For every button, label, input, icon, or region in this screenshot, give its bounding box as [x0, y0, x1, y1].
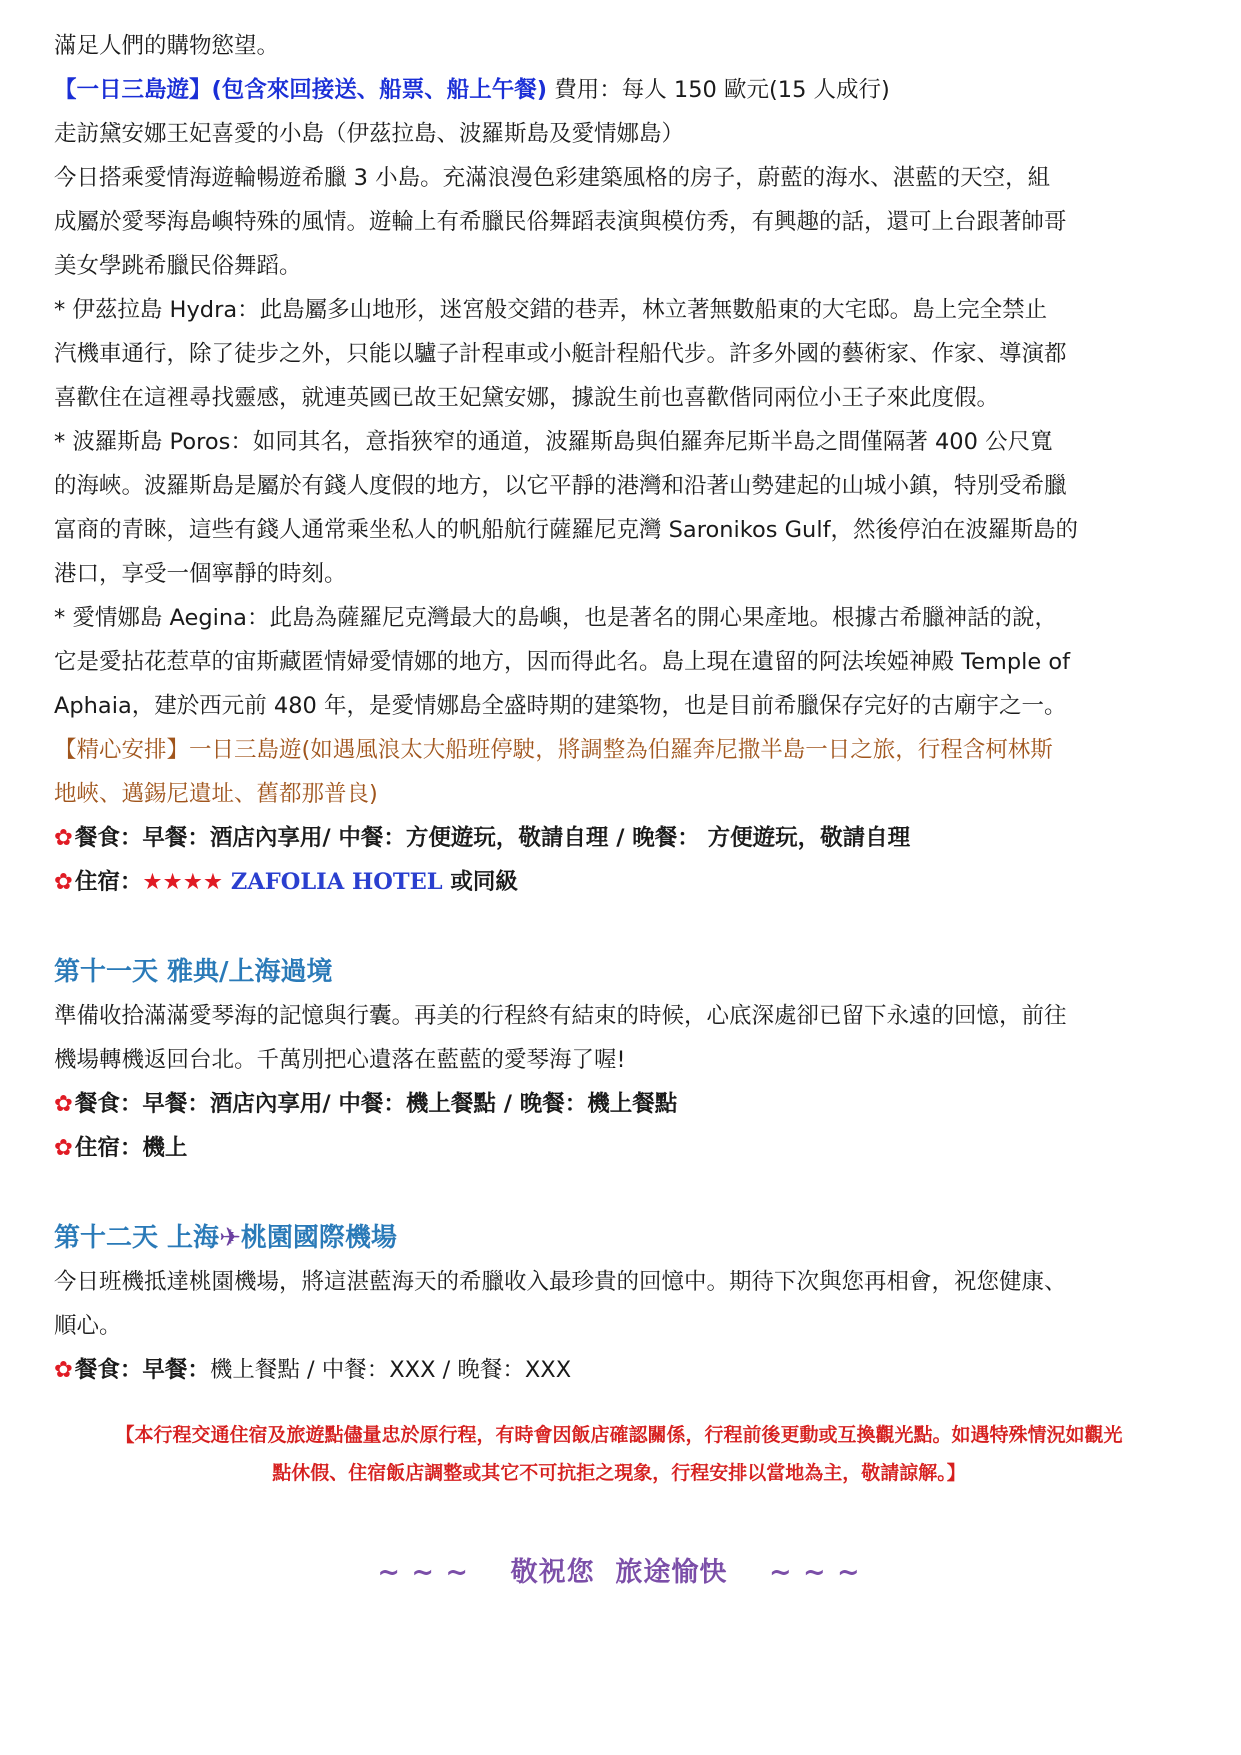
- tour-heading: [54, 68, 1184, 112]
- day12-title-a: 第十二天 上海: [54, 1223, 220, 1253]
- poros-line: 的海峽。波羅斯島是屬於有錢人度假的地方，以它平靜的港灣和沿著山勢建起的山城小鎮，特別受希臘: [54, 473, 1067, 499]
- aegina-line: * 愛情娜島 Aegina：此島為薩羅尼克灣最大的島嶼，也是著名的開心果產地。根據古希臘神話的說，: [54, 605, 1057, 631]
- day11-meals: [54, 1082, 1184, 1126]
- hotel-name: ZAFOLIA HOTEL: [223, 869, 443, 895]
- hydra-line: * 伊茲拉島 Hydra：此島屬多山地形，迷宮般交錯的巷弄，林立著無數船東的大宅邸。島上完全禁止: [54, 297, 1048, 323]
- special-arrangement-line: 【精心安排】一日三島遊(如遇風浪太大船班停駛，將調整為伯羅奔尼撒半島一日之旅，行程含柯林斯: [54, 737, 1053, 763]
- desc-line: 美女學跳希臘民俗舞蹈。: [54, 253, 302, 279]
- day10-meals-text: 餐食：早餐：酒店內享用/ 中餐：方便遊玩，敬請自理 / 晚餐： 方便遊玩，敬請自理: [74, 825, 911, 851]
- day12-title: [54, 1216, 1184, 1260]
- day11-desc-line: 機場轉機返回台北。千萬別把心遺落在藍藍的愛琴海了喔!: [54, 1047, 626, 1073]
- flower-icon: ✿: [54, 1357, 73, 1383]
- day11-meals-text: 餐食：早餐：酒店內享用/ 中餐：機上餐點 / 晚餐：機上餐點: [74, 1091, 678, 1117]
- farewell-message: ~ ~ ~ 敬祝您 旅途愉快 ~ ~ ~: [377, 1557, 861, 1588]
- flower-icon: ✿: [54, 825, 73, 851]
- poros-line: 富商的青睞，這些有錢人通常乘坐私人的帆船航行薩羅尼克灣 Saronikos Gulf，然後停泊在波羅斯島的: [54, 517, 1078, 543]
- day12-meals-text: 機上餐點 / 中餐：XXX / 晚餐：XXX: [209, 1357, 572, 1383]
- poros-line: 港口，享受一個寧靜的時刻。: [54, 561, 347, 587]
- day12-title-b: 桃園國際機場: [240, 1223, 397, 1253]
- special-arrangement-line: 地峽、邁錫尼遺址、舊都那普良): [54, 781, 378, 807]
- day11-lodging: [54, 1126, 1184, 1170]
- aegina-line: 它是愛拈花惹草的宙斯藏匿情婦愛情娜的地方，因而得此名。島上現在遺留的阿法埃婭神殿 Temple of: [54, 649, 1071, 675]
- day12-meals-label: 餐食：早餐：: [74, 1357, 210, 1383]
- day12-desc-line: 順心。: [54, 1313, 122, 1339]
- day10-lodging: [54, 860, 1184, 904]
- poros-line: * 波羅斯島 Poros：如同其名，意指狹窄的通道，波羅斯島與伯羅奔尼斯半島之間僅隔著 400 公尺寬: [54, 429, 1053, 455]
- day12-meals: [54, 1348, 1184, 1392]
- day10-meals: [54, 816, 1184, 860]
- hydra-line: 汽機車通行，除了徒步之外，只能以驢子計程車或小艇計程船代步。許多外國的藝術家、作家、導演都: [54, 341, 1067, 367]
- day11-title: 第十一天 雅典/上海過境: [54, 957, 333, 987]
- airplane-icon: ✈: [219, 1223, 241, 1253]
- tour-fee: 費用：每人 150 歐元(15 人成行): [547, 77, 890, 103]
- notice-line: 點休假、住宿飯店調整或其它不可抗拒之現象，行程安排以當地為主，敬請諒解。】: [272, 1462, 966, 1484]
- lodging-label: 住宿：: [74, 869, 143, 895]
- flower-icon: ✿: [54, 869, 73, 895]
- hydra-line: 喜歡住在這裡尋找靈感，就連英國已故王妃黛安娜，據說生前也喜歡偕同兩位小王子來此度假。: [54, 385, 1000, 411]
- aegina-line: Aphaia，建於西元前 480 年，是愛情娜島全盛時期的建築物，也是目前希臘保存完好的古廟宇之一。: [54, 693, 1067, 719]
- day11-lodging-text: 住宿：機上: [74, 1135, 188, 1161]
- desc-line: 今日搭乘愛情海遊輪暢遊希臘 3 小島。充滿浪漫色彩建築風格的房子，蔚藍的海水、湛藍的天空，組: [54, 165, 1051, 191]
- day11-desc-line: 準備收拾滿滿愛琴海的記憶與行囊。再美的行程終有結束的時候，心底深處卻已留下永遠的回憶，前往: [54, 1003, 1067, 1029]
- desc-line: 成屬於愛琴海島嶼特殊的風情。遊輪上有希臘民俗舞蹈表演與模仿秀，有興趣的話，還可上台跟著帥哥: [54, 209, 1067, 235]
- itinerary-page: [54, 24, 1184, 1589]
- notice-line: 【本行程交通住宿及旅遊點儘量忠於原行程，有時會因飯店確認關係，行程前後更動或互換觀光點。如遇特殊情況如觀光: [115, 1424, 1123, 1446]
- star-rating: ★★★★: [142, 869, 224, 895]
- visit-line: 走訪黛安娜王妃喜愛的小島（伊茲拉島、波羅斯島及愛情娜島）: [54, 121, 685, 147]
- day12-desc-line: 今日班機抵達桃園機場，將這湛藍海天的希臘收入最珍貴的回憶中。期待下次與您再相會，祝您健康、: [54, 1269, 1067, 1295]
- intro-tail: 滿足人們的購物慾望。: [54, 33, 280, 59]
- tour-title: 【一日三島遊】(包含來回接送、船票、船上午餐): [54, 77, 548, 103]
- lodging-suffix: 或同級: [442, 869, 518, 895]
- itinerary-notice: [54, 1416, 1184, 1492]
- flower-icon: ✿: [54, 1091, 73, 1117]
- flower-icon: ✿: [54, 1135, 73, 1161]
